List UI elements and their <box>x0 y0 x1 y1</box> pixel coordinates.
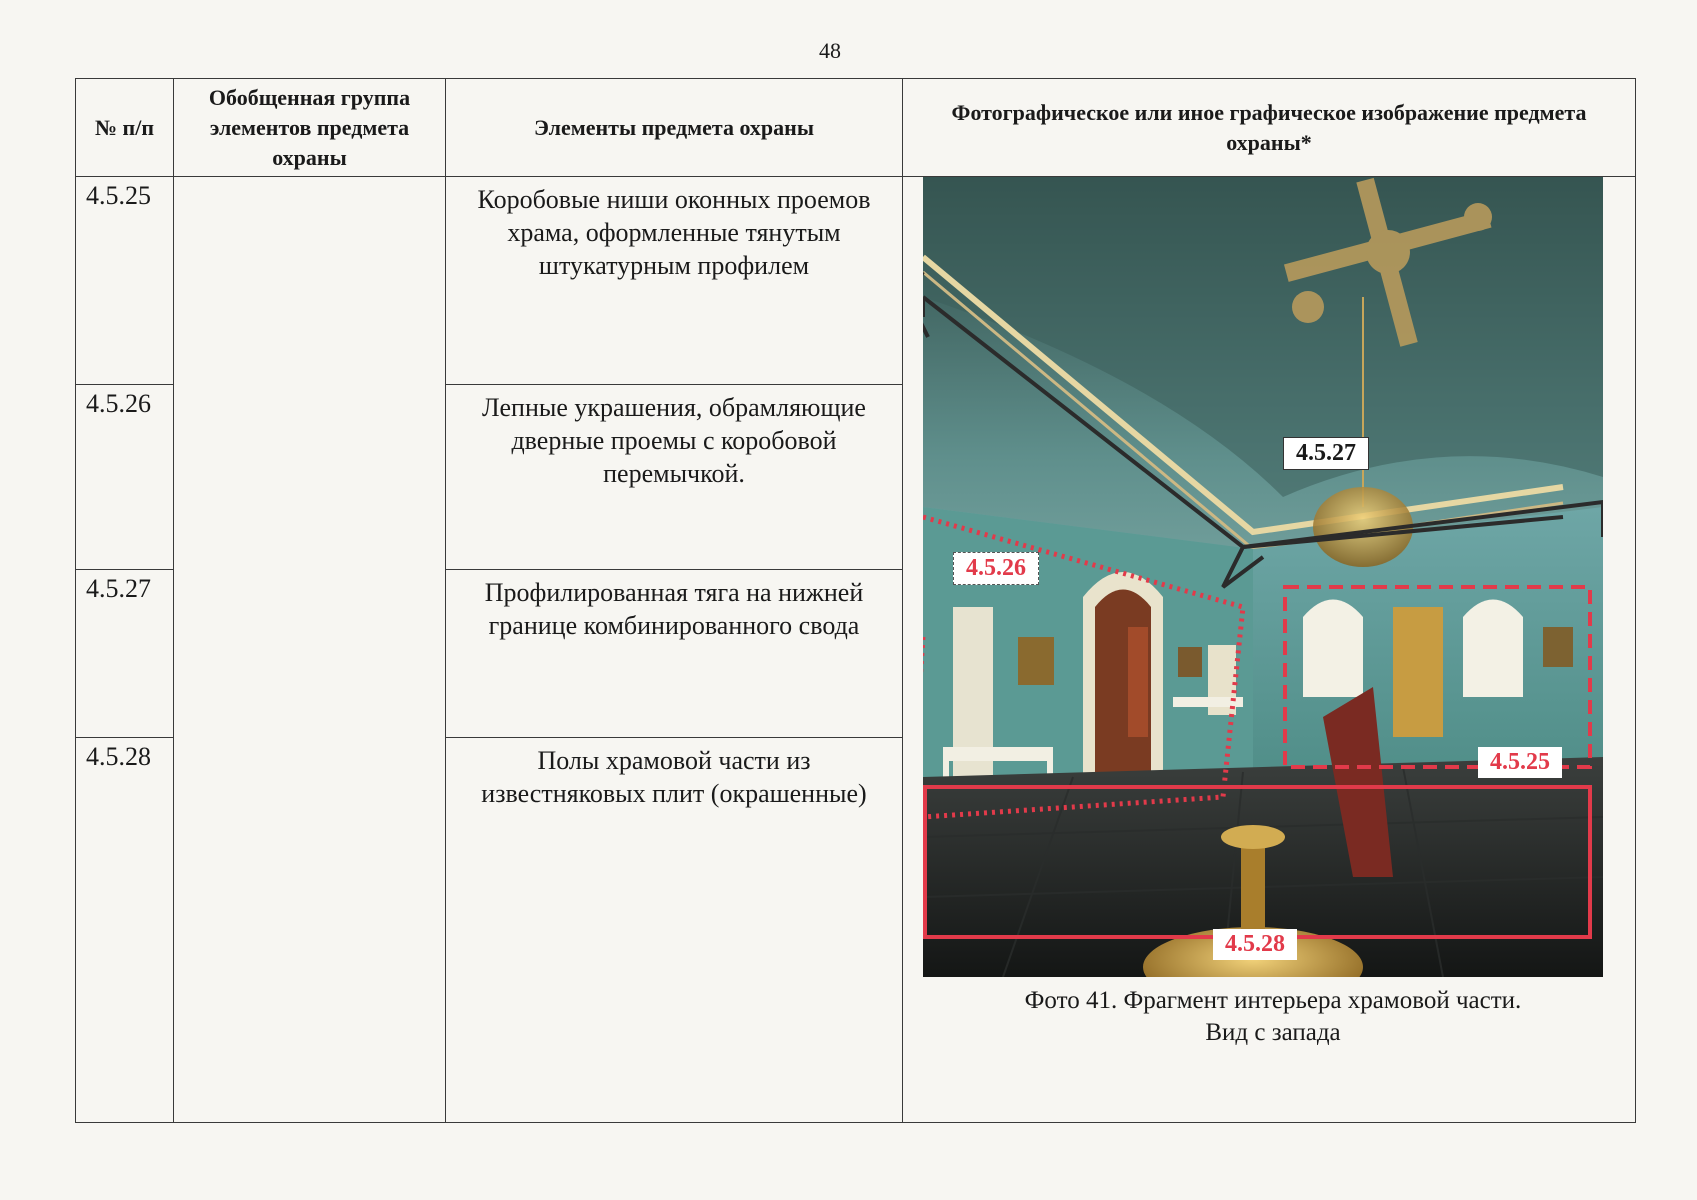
row-number: 4.5.28 <box>76 738 174 1123</box>
row-number: 4.5.25 <box>76 177 174 385</box>
table-row <box>76 177 1636 385</box>
row-description: Полы храмовой части из известняковых плит (окрашенные) <box>446 738 903 1123</box>
row-description: Коробовые ниши оконных проемов храма, оформленные тянутым штукатурным профилем <box>446 177 903 385</box>
group-cell <box>174 177 446 1123</box>
protection-table <box>75 78 1636 1123</box>
header-number: № п/п <box>76 79 174 177</box>
caption-line-1: Фото 41. Фрагмент интерьера храмовой части. <box>1024 987 1522 1014</box>
row-number: 4.5.26 <box>76 385 174 570</box>
photo-cell <box>903 177 1636 1123</box>
label-4-5-25: 4.5.25 <box>1478 747 1562 778</box>
label-4-5-26: 4.5.26 <box>953 552 1039 585</box>
header-elements: Элементы предмета охраны <box>446 79 903 177</box>
table-header-row <box>76 79 1636 177</box>
header-group: Обобщенная группа элементов предмета охраны <box>174 79 446 177</box>
label-4-5-28: 4.5.28 <box>1213 929 1297 960</box>
row-description: Лепные украшения, обрамляющие дверные проемы с коробовой перемычкой. <box>446 385 903 570</box>
caption-line-2: Вид с запада <box>1205 1019 1341 1046</box>
header-image: Фотографическое или иное графическое изображение предмета охраны* <box>903 79 1636 177</box>
row-number: 4.5.27 <box>76 570 174 738</box>
row-description: Профилированная тяга на нижней границе комбинированного свода <box>446 570 903 738</box>
page-number: 48 <box>819 38 841 63</box>
interior-photo <box>923 177 1603 1046</box>
photo-caption <box>923 985 1623 1049</box>
label-4-5-27: 4.5.27 <box>1283 437 1369 470</box>
